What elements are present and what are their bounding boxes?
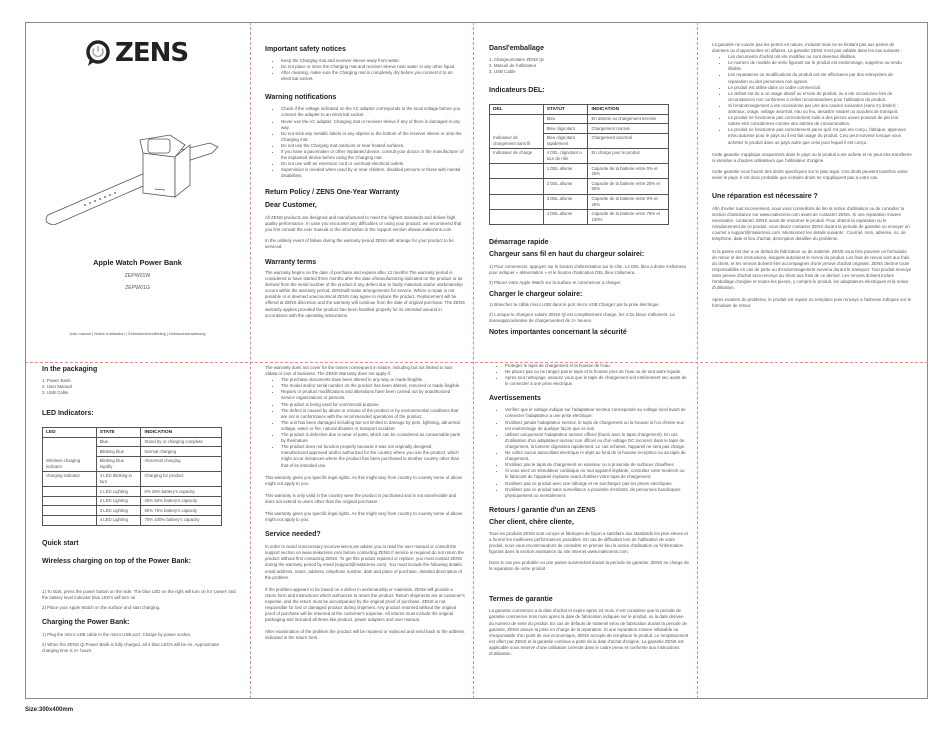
table-row bbox=[43, 515, 222, 525]
table-row bbox=[490, 114, 669, 124]
state-cell: Blinking blue rapidly bbox=[96, 456, 141, 471]
section-heading: Avertissements bbox=[489, 395, 541, 403]
fold-line bbox=[250, 22, 251, 699]
indication-cell: 0% 25% battery's capacity bbox=[141, 487, 222, 497]
column-header: STATUT bbox=[543, 105, 588, 115]
greeting: Dear Customer, bbox=[265, 201, 317, 209]
paragraph: Tous les produits ZENS sont conçus et fabriques de façon a satisfaire aux standards les plus eleves et a fournir les meilleures performances possibles. En cas de difficultes lors de l'utilisation de votre produit, nous vous recommandons de consulter en premier lieu la notice d'utilisation ou l'information figurant dans la section assistance du site Internet www.makezens.com. bbox=[489, 530, 688, 555]
section-heading: Chargeur sans fil en haut du chargeur solairei: bbox=[489, 250, 645, 258]
warning-list bbox=[489, 407, 689, 498]
state-cell: Bleu bbox=[543, 114, 588, 124]
state-cell: Bleu clignotant bbox=[543, 124, 588, 134]
table-row bbox=[43, 506, 222, 516]
indication-cell: Stand by or charging complete bbox=[141, 437, 222, 447]
paragraph: This warranty is only valid in the country were the product is purchased and is not transferable and does not extend to users other than the original purchaser. bbox=[265, 492, 457, 504]
list-item: • Repairs or product modifications and alterations have been carried out by unauthorized service organizations or persons. bbox=[281, 389, 465, 401]
product-title: Apple Watch Power Bank bbox=[93, 258, 182, 267]
indication-cell: Capacite de la batterie entre 75% et 100% bbox=[588, 209, 669, 224]
zens-logo bbox=[85, 38, 188, 68]
step-item: 2) Place your Apple Watch on the surface and start charging. bbox=[42, 604, 161, 610]
paragraph: La garantie commence a la date d'achat et expire apres 24 mois. Il est considere que la periode de garantie commence trois mois apres la date de fabrication indiquee sur le produit, ou la date derivee du numero de serie du produit. En cas de defauts de materiel et/ou de fabrication durant la periode de garantie, ZENS assure la prise en charge de la reparation. Si une reparation s'avere infaisable ou irresponsable d'un point de vue economique, ZENS accepte de remplacer le produit. Le remplacement est offert par ZENS et la garantie continue a partir de la date d'achat d'origine. La garantie ZENS est applicable sous reserve d'une utilisation correcte dans le cadre prevu et conforme aux instructions d'utilisation. bbox=[489, 608, 689, 656]
list-item: • The product is defective due to wear of parts, which can be considered as consumable parts by theirnature bbox=[281, 432, 465, 444]
indication-cell: Capacite de la batterie entre 0% et 25% bbox=[588, 194, 669, 209]
section-heading: Quick start bbox=[42, 539, 79, 547]
section-heading: Charger le chargeur solaire: bbox=[489, 291, 583, 299]
column-header: INDICATION bbox=[141, 428, 222, 438]
list-item: • Verifiez que le voltage indique sur l'adaptateur secteur corresponde au voltage local avant de connecter l'adaptateur a une prise electrique. bbox=[505, 407, 689, 419]
step-item: 1) To start, press the power button on the side. The blue LED on the right will turn on for 'power' and the battery level indicator blue LED's will turn on bbox=[42, 588, 236, 600]
section-heading: Important safety notices bbox=[265, 46, 346, 53]
state-cell: 1 DEL allume bbox=[543, 164, 588, 179]
list-item: • Apres tout nettoyage, assurez vous que le tapis de chargement soit entièrement sec avant de le connecter a une prise electrique. bbox=[505, 375, 689, 387]
paragraph: Cette garantie s'applique uniquement dans le pays ou le produit a ete achete et ne peut etre transferee ni etendue a d'autres utilisateurs que l'utilisateur d'origine. bbox=[712, 151, 912, 163]
table-header-row bbox=[43, 428, 222, 438]
list-item: • Check if the voltage indicated on the AC adapter corresponds to the local voltage before you connect the adapter to an electrical socket. bbox=[281, 106, 465, 118]
column-header: STATE bbox=[96, 428, 141, 438]
packaging-list bbox=[489, 57, 687, 75]
section-heading: Termes de garantie bbox=[489, 596, 553, 604]
paragraph: This warranty gives you specific legal rights. As this might vary from country to country some of above might not apply to you. bbox=[265, 474, 463, 486]
list-item: • Les reparations ou modifications du produit ont ete effectuees par des entreprises de reparation ou des personnes non agrees. bbox=[728, 72, 912, 84]
table-row bbox=[490, 164, 669, 179]
empty-cell bbox=[490, 194, 544, 209]
list-item: • After cleaning, make sure the Charging mat is completely dry before you connect it to an electrical socket. bbox=[281, 70, 465, 82]
list-item: • Si vous avez un stimulateur cardiaque ou tout appareil implante, consultez votre medecin ou le fabricant de l'appareil implante avant d'utiliser votre tapis de chargement. bbox=[505, 468, 689, 480]
state-cell: 4 LED Lighting bbox=[96, 515, 141, 525]
state-cell: 2 LED Lighting bbox=[96, 496, 141, 506]
step-item: 1) Branchez le câble micro USB dans le port micro USB.Chargez par la prise électrique. bbox=[489, 302, 660, 308]
table-row bbox=[43, 496, 222, 506]
list-item: • The unit has been damaged including but not limited to damage by pets, lightning, abnormal voltage, water or fire, natural disaster or transport accident. bbox=[281, 420, 465, 432]
indication-cell: En attente ou chargement termine bbox=[588, 114, 669, 124]
table-row bbox=[490, 148, 669, 163]
paragraph: If the problem appears to be based on a defect in workmanship or materials, ZENS will provide a return form and instructions which authorizes to return the product. Return shipments are at customer's expense, and the return must be accompanied by the original proof of purchase. ZENS is not responsible for lost or damaged product during shipment. Any product returned without the original proof of purchase will be returned at the customer's expense. All returns must include the original packaging and included all items like product, power adapters and user manual. bbox=[265, 586, 465, 623]
table-row bbox=[490, 194, 669, 209]
state-cell: Blue bbox=[96, 437, 141, 447]
list-item: • Ne collez aucun autocollant electrique ni objet au fond de la housse receptrice ou au tapis de chargement. bbox=[505, 450, 689, 462]
logo-text: ZENS bbox=[115, 38, 189, 68]
column-header: LED bbox=[43, 428, 97, 438]
list-item: • Le produit ne fonctionne pas correctement suite a des pieces usees pouvant de par leur nature etre considerees comme des articles de consommation. bbox=[728, 115, 912, 127]
list-item: • Le produit est utilise dans un cadre commercial. bbox=[728, 85, 912, 91]
column-header: DEL bbox=[490, 105, 544, 115]
indication-cell: Capacite de la batterie entre 25% et 50% bbox=[588, 179, 669, 194]
section-heading: Indicateurs DEL: bbox=[489, 87, 545, 94]
section-heading: Warranty terms bbox=[265, 258, 317, 266]
state-cell: 2 DEL allume bbox=[543, 179, 588, 194]
led-table bbox=[489, 104, 669, 225]
table-row bbox=[43, 487, 222, 497]
steps bbox=[42, 589, 237, 611]
empty-cell bbox=[43, 487, 97, 497]
paragraph: The warranty begins on the date of purchase and expires after 12 months.The warranty period is considered to have started three months after the date ofmanufacturing indicated on the product or as derived from the serial number of the product.If any defect due to faulty materials and/or workmanship occurs within the warranty period, ZENSwill make arrangements for service. Where a repair is not possible or is deemed uneconomical ZENS may agree to replace the product. Replacement will be offered at ZENS discretion and the warranty will continue from the date of original purchase. The ZENS warranty applies provided the product has been handled properly for its intended useand in accordance with the operating instructions. bbox=[265, 269, 465, 318]
section-heading: Démarrage rapide bbox=[489, 238, 549, 246]
step-item: 2) When the ZENS Qi Power Bank is fully charged, all 4 blue LED's will be on. Approximate charging time is 2+ hours. bbox=[42, 641, 220, 653]
section-heading: LED Indicators: bbox=[42, 410, 94, 417]
safety-list bbox=[265, 58, 465, 82]
paragraph: Apres examen du probleme, le produit est repare ou remplace puis renvoye a l'adresse indiquee sur le formulaire de retour. bbox=[712, 297, 912, 309]
paragraph: Afin d'eviter tout inconvenient, nous vous conseillons de lire la notice d'utilisation ou de consulter la section d'assistance sur www.makezens.com avant de contacter ZENS. Si une reparation s'avere necessaire, contactez ZENS avant de retourner le produit. Pour obtenir la reparation ou le remplacement de ce produit, vous devez contacter ZENS durant la periode de garantie ou envoyer un courriel a support@makezens.com. Mentionnez les details suivants : Courriel, nom, adresse, no. de telephone, date et lieu d'achat, description detaillee du probleme. bbox=[712, 205, 910, 242]
section-heading: Dansl'emballage bbox=[489, 45, 544, 52]
state-cell: Blinking blue bbox=[96, 447, 141, 457]
paragraph: This warranty gives you specific legal rights. As this might vary from country to country some of above might not apply to you. bbox=[265, 510, 463, 523]
indication-cell: Capacite de la batterie entre 0% et 25% bbox=[588, 164, 669, 179]
indication-cell: En charge pour le produit bbox=[588, 148, 669, 163]
list-item: 3. USB Cable bbox=[42, 390, 69, 395]
steps bbox=[42, 632, 237, 654]
state-cell: 3 LED Lighting bbox=[96, 506, 141, 516]
indication-cell: 25% 50% battery's capacity bbox=[141, 496, 222, 506]
section-heading: Une réparation est nécessaire ? bbox=[712, 192, 818, 200]
list-item: • Protegez le tapis de chargement et la housse de l'eau. bbox=[505, 363, 689, 369]
state-cell: 4 DEL allume bbox=[543, 209, 588, 224]
empty-cell bbox=[43, 515, 97, 525]
exclusions-list bbox=[712, 54, 912, 145]
list-item: • Never use the AC adapter, Charging mat or receiver sleeve if any of them is damaged in any way. bbox=[281, 119, 465, 131]
indication-cell: Abnormal charging bbox=[141, 456, 222, 471]
model-number: ZEPW01W bbox=[124, 273, 151, 279]
list-item: • N'utilisez pas ce produit sans surveillance a proximite d'enfants, de personnes handicapes physiquement ou mentalement. bbox=[505, 487, 689, 499]
list-item: • Utilisez uniquement l'adaptateur secteur officiel (fourni avec le tapis chargement). En cas d'utilisation d'un adaptateur secteur non officiel ou d'un voltage DC incorrect dans le tapis de chargement, la lumiere clignotera rapidement. Le cas echeant, l'appareil ne sera pas charge. bbox=[505, 432, 689, 450]
paragraph: La garantie ne couvre pas les pertes en nature, incluant mais ne se limitant pas aux pertes de donnees ou d'opportunites en affaires. La garantie ZENS n'est pas valable dans les cas suivants : bbox=[712, 42, 902, 54]
steps bbox=[489, 302, 687, 324]
warning-list bbox=[265, 106, 465, 179]
section-heading: Wireless charging on top of the Power Bank: bbox=[42, 557, 191, 565]
list-item: • N'utilisez pas le tapis de chargement en exterieur ou a proximite de surfaces chauffees. bbox=[505, 462, 689, 468]
list-item: 2. User Manual bbox=[42, 384, 72, 389]
empty-cell bbox=[490, 179, 544, 194]
list-item: • Do not place or store the Charging mat and receiver sleeve near water or any other liquid. bbox=[281, 64, 465, 70]
section-heading: In the packaging bbox=[42, 366, 98, 373]
list-item: • N'utilisez pas ce produit avec une rallonge et ne surchargez pas les prises electriques. bbox=[505, 481, 689, 487]
section-heading: Service needed? bbox=[265, 531, 321, 539]
paragraph: In the unlikely event of failure during the warranty period ZENS will arrange for your product to be serviced. bbox=[265, 237, 454, 249]
greeting: Cher client, chère cliente, bbox=[489, 518, 574, 526]
step-item: 1) Plug the micro USB cable in the micro USB port. Charge by power socket. bbox=[42, 631, 192, 637]
empty-cell bbox=[43, 496, 97, 506]
indication-cell: 50% 75% battery's capacity bbox=[141, 506, 222, 516]
section-heading: Notes importantes concernant la sécurité bbox=[489, 329, 627, 337]
table-header-row bbox=[490, 105, 669, 115]
section-heading: Return Policy / ZENS One-Year Warranty bbox=[265, 188, 400, 196]
state-cell: 1 LED Lighting bbox=[96, 487, 141, 497]
manual-languages: User manual | Notice d'utilisation | Gebruikershandleiding | Gebrauchsanweisung bbox=[69, 332, 206, 337]
list-item: • Les documents d'achat ont ete modifies ou sont devenus illisibles. bbox=[728, 54, 912, 60]
model-number: ZEPW01G bbox=[125, 285, 150, 292]
list-item: • The model and/or serial number on the product has been altered, removed or made illegible. bbox=[281, 383, 465, 389]
led-group-cell: Wireless charging indicator bbox=[43, 437, 97, 471]
list-item: • Do not stick any metallic labels or any objects to the bottom of the receiver sleeve or onto the Charging mat. bbox=[281, 131, 465, 143]
list-item: • Do not use the Charging mat outdoors or near heated surfaces. bbox=[281, 143, 465, 149]
list-item: • The purchase documents have been altered in any way or made illegible. bbox=[281, 377, 465, 383]
section-heading: Warning notifications bbox=[265, 94, 337, 102]
exclusions-list bbox=[265, 377, 465, 468]
list-item: • Le numero de modele de serie figurant sur le produit est endommage, supprime ou rendu illisible. bbox=[728, 60, 912, 72]
indication-cell: Chargement normal bbox=[588, 124, 669, 134]
list-item: • The defect is caused by abuse or misuse of the product or by environmental conditions that are not in conformance with the recommended operations of the product. bbox=[281, 408, 465, 420]
led-group-cell: Indicateur de charge bbox=[490, 148, 544, 163]
power-icon bbox=[85, 39, 111, 67]
paragraph: All ZENS products are designed and manufactured to meet the highest standards and deliver high quality performance. In case you encounter any difficulties or using your product, we recommend that you first consult the user manual or the information in the support section ofwww.makezens.com bbox=[265, 214, 462, 232]
state-cell: 4 DEL clignotant a tour de rôle bbox=[543, 148, 588, 163]
paragraph: Cette garantie vous fournit des droits specifiques sur le plan legal. Ces droits peuvent toutefois varier selon le pays. Il est donc probable que certains droits ne s'appliquent pas a votre cas. bbox=[712, 168, 908, 180]
indication-cell: Normal charging bbox=[141, 447, 222, 457]
empty-cell bbox=[43, 506, 97, 516]
state-cell: Bleu clignotant rapidement bbox=[543, 133, 588, 148]
list-item: • N'utilisez jamais l'adaptateur secteur, le tapis de chargement ou la housse si l'un d'entre eux est endommage de quelque façon que ce soit. bbox=[505, 420, 689, 432]
paragraph: Si la panne est due a un defaut de fabrication ou de materiel, ZENS vous fera parvenir un formulaire de retour et des instructions, lesquels autorisent le renvoi du produit. Les frais de renvoi sont aux frais du client, et les renvois doivent être accompagnes d'une preuve d'achat originale. ZENS decline toute responsabilite en cas de perte ou d'endommagement survenu durant le transport. Tout produit renvoye sans preuve d'achat sera renvoye au client aux frais de ce dernier. Les renvois doivent inclure l'emballage d'origine et toutes les pieces, y compris le produit, les adaptateurs electriques et la notice d'utilisation. bbox=[712, 248, 912, 291]
list-item: • The product is being used for commercial purpose. bbox=[281, 402, 465, 408]
list-item: 3. USB Cable bbox=[489, 69, 516, 74]
list-item: • Do not use with an extension cord or overload electrical outlets. bbox=[281, 161, 465, 167]
empty-cell bbox=[490, 164, 544, 179]
section-heading: Charging the Power Bank: bbox=[42, 618, 130, 626]
indication-cell: 75% 100% battery's capacity bbox=[141, 515, 222, 525]
size-label: Size:300x400mm bbox=[25, 707, 74, 713]
state-cell: 4 LED blinking in turn bbox=[96, 471, 141, 486]
table-row bbox=[490, 209, 669, 224]
indication-cell: Chargement anormal bbox=[588, 133, 669, 148]
step-item: 2) Lorsque le chargeur solaire ZENS Qi est complètement charge, les 4 DL bleus s'allument. La dureeapproximative de chargementest de 2+ heures. bbox=[489, 312, 675, 324]
paragraph: After examination of the problem the product will be repaired or replaced and send back to the address indicated in the return form. bbox=[265, 629, 465, 641]
paragraph: In order to avoid unnecessary inconvenience,we advise you to read the user manual or consult the support section on www.makezens.com before contacting ZENS.If service is required do not return the product without first contacting ZENS. To get this product repaired or replace, you must contact ZENS during the warranty period by email (support@makezens.com). You must include the following details: email address, name, address, telephone number, date and place of purchase, detailed description of the problem. bbox=[265, 544, 464, 580]
list-item: • Le produit ne fonctionne pas correctement parce qu'il n'a pas ete conçu, fabrique, approuve et/ou autorise pour le pays ou il est fait usage du produit. Ceci peut survenir lorsque vous achetez le produit dans un pays autre que celui pour lequel il est conçu. bbox=[728, 127, 912, 145]
list-item: 2. Manuel de l'utilisateur bbox=[489, 63, 537, 68]
column-header: INDICATION bbox=[588, 105, 669, 115]
steps bbox=[489, 264, 687, 286]
step-item: 2) Placez votre Apple Watch sur la surface et commencer a charger. bbox=[489, 280, 622, 286]
paragraph: The warranty does not cover for the losses consequent in nature, including but not limited to loss ofdata or loss of business. The ZENS Warranty does not apply if: bbox=[265, 365, 453, 377]
table-row bbox=[43, 437, 222, 447]
led-group-cell: charging indicator bbox=[43, 471, 97, 486]
apple-watch-power-bank-illustration bbox=[40, 125, 220, 225]
empty-cell bbox=[490, 209, 544, 224]
packaging-list bbox=[42, 378, 237, 396]
list-item: • Le defaut est du a un usage abusif ou errone du produit, ou a ete occasionne lors de circonstances non conformes a celles recommandees pour l'utilisation du produit. bbox=[728, 91, 912, 103]
led-group-cell: Indicateur de chargement sans fil bbox=[490, 114, 544, 148]
list-item: • Supervision is needed when used by or near children, disabled persons or those with mental disabilities. bbox=[281, 167, 465, 179]
state-cell: 3 DEL allume bbox=[543, 194, 588, 209]
step-item: 1) Pour commencer, appuyez sur le bouton d'alimentation sur le côte. Le DEL bleu a droite s'allumera pour indiquer « alimentation » et le bouton d'indication DEL bleu s'allumera. bbox=[489, 263, 687, 275]
list-item: • Ne placez pas ou ne rangez pas le tapis et la housse pres de l'eau ou de tout autre liquide. bbox=[505, 369, 689, 375]
list-item: • Si l'endommagement a ete occasionne par une des causes suivantes (sans s'y limiter) : animaux, orage, voltage anormal, eau ou feu, desastre naturel ou accident de transport. bbox=[728, 103, 912, 115]
safety-list bbox=[489, 363, 689, 387]
list-item: • Keep the Charging mat and receiver sleeve away from water. bbox=[281, 58, 465, 64]
indication-cell: Charging for product bbox=[141, 471, 222, 486]
list-item: 1. Chargeursolaire ZENS Qi bbox=[489, 57, 544, 62]
list-item: • The product does not function properly because it was not originally designed, manufactured,approved and/or authorized for the country where you use the product, which might occur iinstances where the product has been purchased in another country other than that of its intended use. bbox=[281, 444, 465, 468]
section-heading: Retours / garantie d'un an ZENS bbox=[489, 506, 596, 514]
fold-line bbox=[25, 362, 928, 363]
list-item: 1. Power Bank bbox=[42, 378, 71, 383]
table-row bbox=[490, 179, 669, 194]
list-item: • If you have a pacemaker or other implanted device, consult your doctor or the manufacturer of the implanted device before using the Charging mat. bbox=[281, 149, 465, 161]
fold-line bbox=[473, 22, 474, 699]
fold-line bbox=[697, 22, 698, 699]
table-row bbox=[43, 471, 222, 486]
paragraph: Dans le cas peu probable ou une panne surviendrait durant la periode de garantie, ZENS se charge de la reparation de votre produit. bbox=[489, 560, 689, 572]
led-table bbox=[42, 427, 222, 526]
